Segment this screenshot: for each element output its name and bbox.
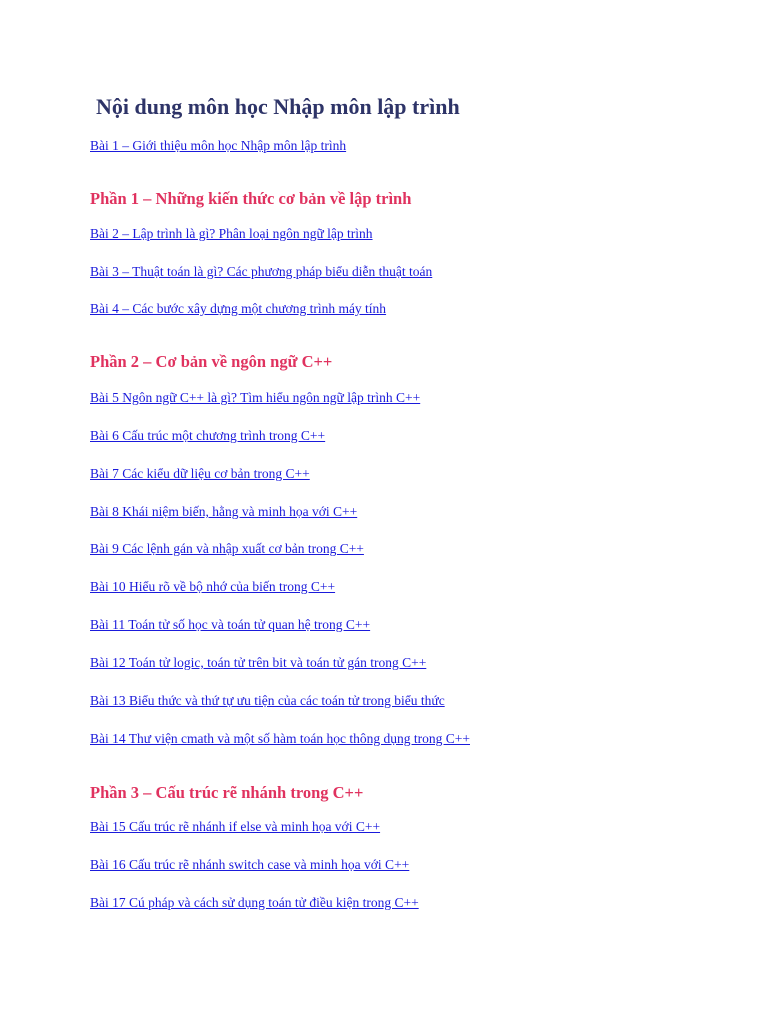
lesson-link-14[interactable]: Bài 14 Thư viện cmath và một số hàm toán học thông dụng trong C++	[90, 731, 470, 746]
lesson-link-16[interactable]: Bài 16 Cấu trúc rẽ nhánh switch case và minh họa với C++	[90, 857, 410, 872]
lesson-link-3[interactable]: Bài 3 – Thuật toán là gì? Các phương pháp biểu diễn thuật toán	[90, 264, 433, 279]
section-heading-part-1: Phần 1 – Những kiến thức cơ bản về lập trình	[90, 189, 412, 208]
lesson-link-1[interactable]: Bài 1 – Giới thiệu môn học Nhập môn lập trình	[90, 138, 347, 153]
lesson-link-11[interactable]: Bài 11 Toán tử số học và toán tử quan hệ trong C++	[90, 617, 371, 632]
lesson-link-12[interactable]: Bài 12 Toán tử logic, toán tử trên bit và toán tử gán trong C++	[90, 655, 427, 670]
page-title: Nội dung môn học Nhập môn lập trình	[96, 94, 460, 119]
lesson-link-9[interactable]: Bài 9 Các lệnh gán và nhập xuất cơ bản trong C++	[90, 541, 364, 556]
section-heading-part-2: Phần 2 – Cơ bản về ngôn ngữ C++	[90, 352, 333, 371]
lesson-link-7[interactable]: Bài 7 Các kiểu dữ liệu cơ bản trong C++	[90, 466, 310, 481]
lesson-link-5[interactable]: Bài 5 Ngôn ngữ C++ là gì? Tìm hiểu ngôn ngữ lập trình C++	[90, 390, 421, 405]
lesson-link-4[interactable]: Bài 4 – Các bước xây dựng một chương trình máy tính	[90, 301, 387, 316]
lesson-link-15[interactable]: Bài 15 Cấu trúc rẽ nhánh if else và minh họa với C++	[90, 819, 381, 834]
lesson-link-17[interactable]: Bài 17 Cú pháp và cách sử dụng toán tử điều kiện trong C++	[90, 895, 419, 910]
lesson-link-13[interactable]: Bài 13 Biểu thức và thứ tự ưu tiện của các toán tử trong biểu thức	[90, 693, 445, 708]
lesson-link-6[interactable]: Bài 6 Cấu trúc một chương trình trong C++	[90, 428, 326, 443]
lesson-link-10[interactable]: Bài 10 Hiểu rõ về bộ nhớ của biến trong C++	[90, 579, 336, 594]
section-heading-part-3: Phần 3 – Cấu trúc rẽ nhánh trong C++	[90, 783, 364, 802]
lesson-link-2[interactable]: Bài 2 – Lập trình là gì? Phân loại ngôn ngữ lập trình	[90, 226, 373, 241]
lesson-link-8[interactable]: Bài 8 Khái niệm biến, hằng và minh họa với C++	[90, 504, 358, 519]
